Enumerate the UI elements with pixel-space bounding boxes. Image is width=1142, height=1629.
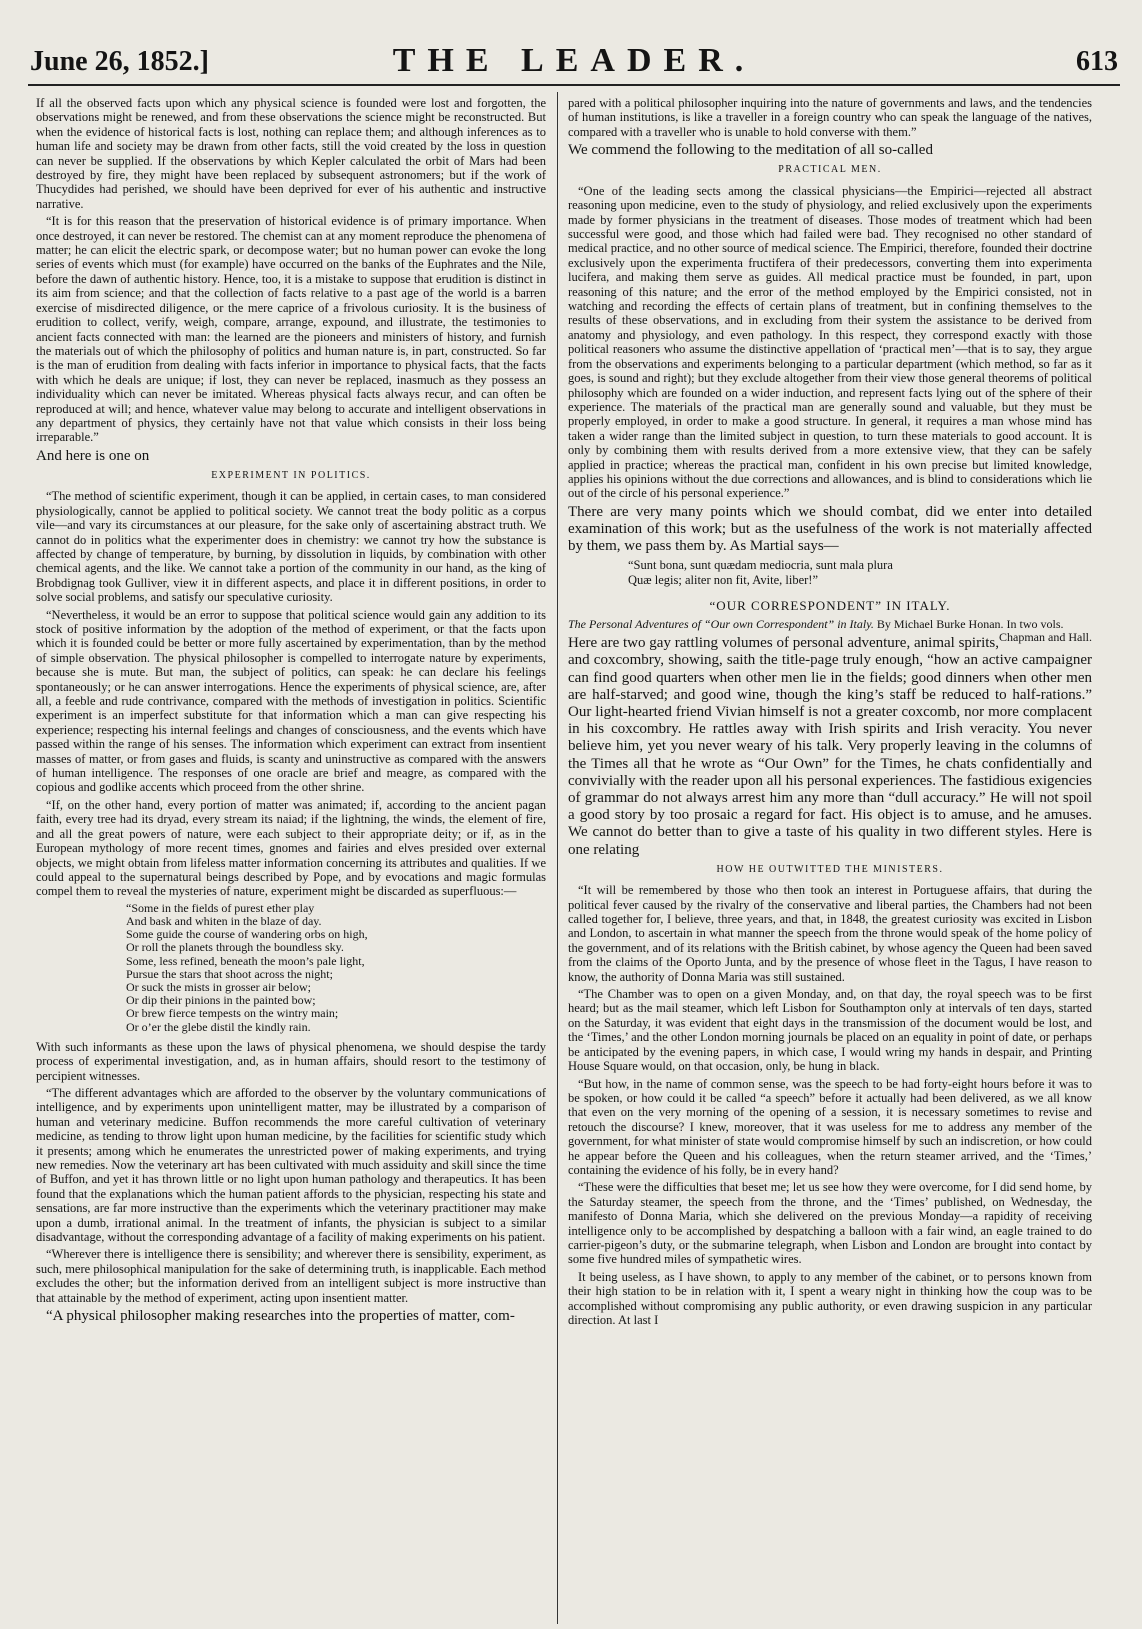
paragraph: “But how, in the name of common sense, was the speech to be had forty-eight hours before it was to be spoken, or how could it be called “a speech” before it actually had been delivered, as we all know that even on the very morning of the opening of a session, it is necessary sometimes to revise and retouch the discourse? I knew, moreover, that it was useless for me to address any member of the government, for what minister of state would compromise himself by such an indiscretion, or how could he appear before the Queen and his colleagues, when the return steamer arrived, and the ‘Times,’ containing the evidence of his folly, be in every hand? [568, 1076, 1092, 1177]
paragraph: Here are two gay rattling volumes of personal adventure, animal spirits, and coxcombry, showing, saith the title-page truly enough, “how an active campaigner can find good quarters when other men lie in the fields; good dinners when other men are half-starved; and good wine, though the king’s staff be reduced to half-rations.” Our light-hearted friend Vivian himself is not a greater coxcomb, nor more complacent in his coxcombry. He rattles away with Irish spirits and Irish veracity. You never believe him, yet you never weary of his talk. Very properly leaving in the columns of the Times all that he wrote as “Our Own” for the Times, he chats confidentially and convivially with the reader upon all his personal experiences. The fastidious exigencies of grammar do not always arrest him any more than “dull accuracy.” He will not spoil a good story by too prosaic a regard for fact. His object is to amuse, and he amuses. We cannot do better than to give a taste of his quality in two different styles. Here is one relating [568, 635, 1092, 858]
masthead [28, 40, 1120, 86]
poem-line: And bask and whiten in the blaze of day. [126, 913, 322, 928]
poem-line: Pursue the stars that shoot across the night; [126, 966, 333, 981]
poem-line: Some, less refined, beneath the moon’s pale light, [126, 953, 365, 968]
quote-line: Quæ legis; aliter non fit, Avite, liber!” [628, 572, 819, 587]
paragraph: “If, on the other hand, every portion of matter was animated; if, according to the ancient pagan faith, every tree had its dryad, every stream its naiad; if the lightning, the winds, the element of fire, and all the great powers of nature, were each subject to their appropriate deity; or if, as in the European mythology of more recent times, gnomes and fairies and elves presided over external objects, we might obtain from lifeless matter information concerning its attributes and qualities. If we could appeal to the supernatural beings described by Pope, and by evocations and magic formulas compel them to reveal the mysteries of nature, experiment might be discarded as superfluous:— [36, 797, 546, 899]
poem-quote [126, 902, 546, 1034]
poem-line: “Some in the fields of purest ether play [126, 900, 315, 915]
paragraph: “The method of scientific experiment, though it can be applied, in certain cases, to man considered physiologically, cannot be applied to political society. We cannot treat the body politic as a corpus vile—and vary its circumstances at our pleasure, for the sake only of ascertaining abstract truth. We cannot do in politics what the experimenter does in chemistry: we cannot try how the substance is affected by change of temperature, by burning, by dissolution in liquids, by combination with other chemical agents, and the like. We cannot take a portion of the community in our hand, as the king of Brobdignag took Gulliver, view it in different aspects, and place it in different positions, in order to solve social problems, and satisfy our speculative curiosity. [36, 489, 546, 605]
paragraph: With such informants as these upon the laws of physical phenomena, we should despise the tardy process of experimental investigation, and, as in human affairs, should resort to the testimony of percipient witnesses. [36, 1039, 546, 1083]
newspaper-title: THE LEADER. [392, 42, 756, 79]
poem-line: Or o’er the glebe distil the kindly rain. [126, 1019, 311, 1034]
poem-line: Or dip their pinions in the painted bow; [126, 993, 316, 1008]
paragraph: “The different advantages which are afforded to the observer by the voluntary communications of intelligence, and by experiments upon unintelligent matter, may be illustrated by a comparison of human and veterinary medicine. Buffon recommends the more careful cultivation of veterinary medicine, as tending to throw light upon human medicine, by the facilities for scientific study which it presents; among which he enumerates the unrestricted power of making experiments, and trying new remedies. Now the veterinary art has been cultivated with much assiduity and skill since the time of Buffon, and yet it has thrown little or no light upon human pathology and therapeutics. It has been found that the explanations which the human patient affords to the physician, respecting his state and sensations, are far more instructive than the experiments which the veterinary practitioner may make upon a dumb, irrational animal. In the treatment of infants, the physician is subject to a similar disadvantage, without the corresponding advantage of a facility of making experiments on his patient. [36, 1085, 546, 1245]
right-column [568, 96, 1092, 1620]
paragraph: If all the observed facts upon which any physical science is founded were lost and forgotten, the observations might be renewed, and from these observations the science might be reconstructed. But when the evidence of historical facts is lost, nothing can replace them; and although inferences as to human life and society may be drawn from other facts, still the void created by the loss in question can never be supplied. If the observations by which Kepler calculated the orbit of Mars had been destroyed by fire, they might have been replaced by subsequent astronomers; but if the work of Thucydides had perished, we should have been deprived for ever of his authentic and instructive narrative. [36, 96, 546, 211]
poem-line: Or suck the mists in grosser air below; [126, 979, 311, 994]
paragraph: “Wherever there is intelligence there is sensibility; and wherever there is sensibility, experiment, as such, mere philosophical manipulation for the sake of determining truth, is inapplicable. Each method excludes the other; but the information derived from an intelligent subject is more instructive than that attainable by the method of experiment, acting upon insentient matter. [36, 1247, 546, 1305]
paragraph: pared with a political philosopher inquiring into the nature of governments and laws, and the tendencies of human institutions, is like a traveller in a foreign country who can speak the language of the natives, compared with a traveller who is unable to hold converse with them.” [568, 96, 1092, 139]
poem-line: Some guide the course of wandering orbs on high, [126, 927, 368, 942]
quote-line: “Sunt bona, sunt quædam mediocria, sunt mala plura [628, 558, 893, 573]
section-intro: We commend the following to the meditation of all so-called [568, 142, 933, 159]
paragraph: “A physical philosopher making researches into the properties of matter, com- [46, 1308, 515, 1325]
paragraph: “It is for this reason that the preservation of historical evidence is of primary importance. When once destroyed, it can never be restored. The chemist can at any moment reproduce the phenomena of matter; he can elicit the electric spark, or decompose water; but no human power can evoke the long series of events which must (for example) have occurred on the banks of the Euphrates and the Nile, before the dawn of authentic history. Hence, too, it is a mistake to suppose that erudition is distinct in its aim from science; and that the collection of facts relative to a past age of the world is a barren exercise of misdirected diligence, or the mere caprice of a frivolous curiosity. It is the business of erudition to collect, verify, weigh, compare, arrange, expound, and illustrate, the testimonies to ancient facts connected with man: the learned are the pioneers and ministers of history, and furnish the materials out of which the philosophy of politics and human nature is, in part, constructed. So far is the man of erudition from dealing with facts inferior in importance to physical facts, that the facts with which he deals are unique; if lost, they can never be replaced, inasmuch as they possess an individuality which can never be imitated. Whereas physical facts always recur, and can often be reproduced at will; and hence, whatever value may belong to accurate and intelligent observations in any department of physics, they certainly have not that value which consists in their loss being irreparable.” [36, 214, 546, 445]
paragraph: “One of the leading sects among the classical physicians—the Empirici—rejected all abstract reasoning upon medicine, even to the study of physiology, and relied exclusively upon the experiments made by former physicians in the treatment of diseases. Those modes of treatment which had been successful were good, and those which had failed were bad. They recognised no other standard of medical practice, and no other source of medical science. The Empirici, therefore, founded their doctrine exclusively upon the experimenta fructifera of their predecessors, converting them into experimenta lucifera, and making them serve as guides. All medical practice must be founded, in part, upon reasoning of this nature; and the error of the method employed by the Empirici consisted, not in watching and recording the effects of certain plans of treatment, but in confining themselves to the results of these observations, and in excluding from their system the assistance to be derived from anatomy and physiology, and even pathology. In this respect, they correspond exactly with those political reasoners who assume the distinctive appellation of ‘practical men’—that is to say, they argue from the observations and experiments belonging to a particular department (which method, so far as it goes, is sound and right); but they exclude altogether from their view those general theorems of political philosophy which are founded on a wider induction, and represent facts lying out of the sphere of their experience. The materials of the practical man are generally sound and valuable, but they must be properly employed, in order to make a good structure. In general, it requires a man whose mind has taken a wider range than the limited subject in question, to turn these materials to good account. It is only by combining them with results derived from a more extensive view, that they can be safely applied in practice; whereas the practical man, confident in his own precise but limited knowledge, applies his opinions without the due corrections and allowances, and is blind to considerations which lie out of the circle of his personal experience.” [568, 183, 1092, 501]
paragraph: “It will be remembered by those who then took an interest in Portuguese affairs, that during the political fever caused by the rivalry of the conservative and liberal parties, the Chambers had not been called together for, I believe, three years, and that, in 1848, the greatest curiosity was excited in Lisbon and London, to ascertain in what manner the speech from the throne would speak of the home policy of the government, and of its relations with the British cabinet, by whose agency the Queen had been saved from the claims of the Oporto Junta, and by the presence of whose fleet in the Tagus, I have reason to know, the authority of Donna Maria was still sustained. [568, 883, 1092, 984]
column-divider [557, 92, 558, 1624]
poem-line: Or brew fierce tempests on the wintry main; [126, 1006, 339, 1021]
latin-quote [628, 558, 1092, 587]
paragraph: It being useless, as I have shown, to apply to any member of the cabinet, or to persons known from their high station to be in relation with it, I spent a weary night in thinking how the coup was to be accomplished without compromising any public authority, or even drawing suspicion in any particular direction. At last I [568, 1269, 1092, 1328]
left-column [36, 96, 546, 1620]
issue-date: June 26, 1852.] [30, 46, 209, 77]
paragraph: “These were the difficulties that beset me; let us see how they were overcome, for I did send home, by the Saturday steamer, the speech from the throne, and the ‘Times’ published, on Wednesday, the manifesto of Donna Maria, which she delivered on the previous Monday—a rapidity of receiving intelligence only to be accomplished by despatching a balloon with a fair wind, an eagle trained to do carrier-pigeon’s duty, or the submarine telegraph, when Lisbon and London are brought into contact by some five hundred miles of sympathetic wires. [568, 1180, 1092, 1267]
paragraph: “Nevertheless, it would be an error to suppose that political science would gain any addition to its stock of positive information by the adoption of the method of experiment, or that the facts upon which it is founded could be better or more fully ascertained by experimentation, than by the method of simple observation. The physical philosopher is compelled to interrogate nature by experiments, because she is mute. But man, the subject of politics, can speak: he can declare his feelings spontaneously; or he can answer interrogations. Hence the experiments of physical science, are, after all, a feeble and rude contrivance, compared with the methods of investigation in politics. Scientific experiment is an imperfect substitute for that information which a man can give respecting his experience; respecting his internal feelings and changes of consciousness, and the events which have passed within the range of his senses. The information which experiment can extract from insentient masses of matter, or from gases and fluids, is scanty and uninstructive as compared with the answers of human intelligence. The responses of one oracle are brief and meagre, as compared with the copious and godlike accents which proceed from the other shrine. [36, 607, 546, 795]
page-number: 613 [1076, 46, 1118, 77]
section-intro: And here is one on [36, 447, 150, 464]
paragraph: “The Chamber was to open on a given Monday, and, on that day, the royal speech was to be first heard; but as the mail steamer, which left Lisbon for Southampton only at intervals of ten days, started on the Saturday, it was evident that eight days in the transmission of the document would be lost, and the ‘Times,’ and the other London morning journals be placed on an equality in point of date, or perhaps be anticipated by the evening papers, in which case, I would wring my hands in despair, and Printing House Square would, on that occasion, only, be hung in black. [568, 987, 1092, 1074]
review-author: By Michael Burke Honan. [876, 616, 1004, 631]
section-heading: EXPERIMENT IN POLITICS. [211, 469, 371, 481]
poem-line: Or roll the planets through the boundless sky. [126, 940, 344, 955]
review-title: “OUR CORRESPONDENT” IN ITALY. [709, 598, 951, 614]
section-heading: HOW HE OUTWITTED THE MINISTERS. [716, 863, 944, 875]
paragraph: There are very many points which we should combat, did we enter into detailed examination of this work; but as the usefulness of the work is not materially affected by them, we pass them by. As Martial says— [568, 503, 1092, 555]
section-heading: PRACTICAL MEN. [778, 164, 882, 176]
review-citation [568, 616, 1092, 645]
review-book-title: The Personal Adventures of “Our own Correspondent” in Italy. [568, 616, 874, 631]
review-publisher: Chapman and Hall. [999, 630, 1092, 645]
review-volumes: In two vols. [1006, 616, 1064, 631]
